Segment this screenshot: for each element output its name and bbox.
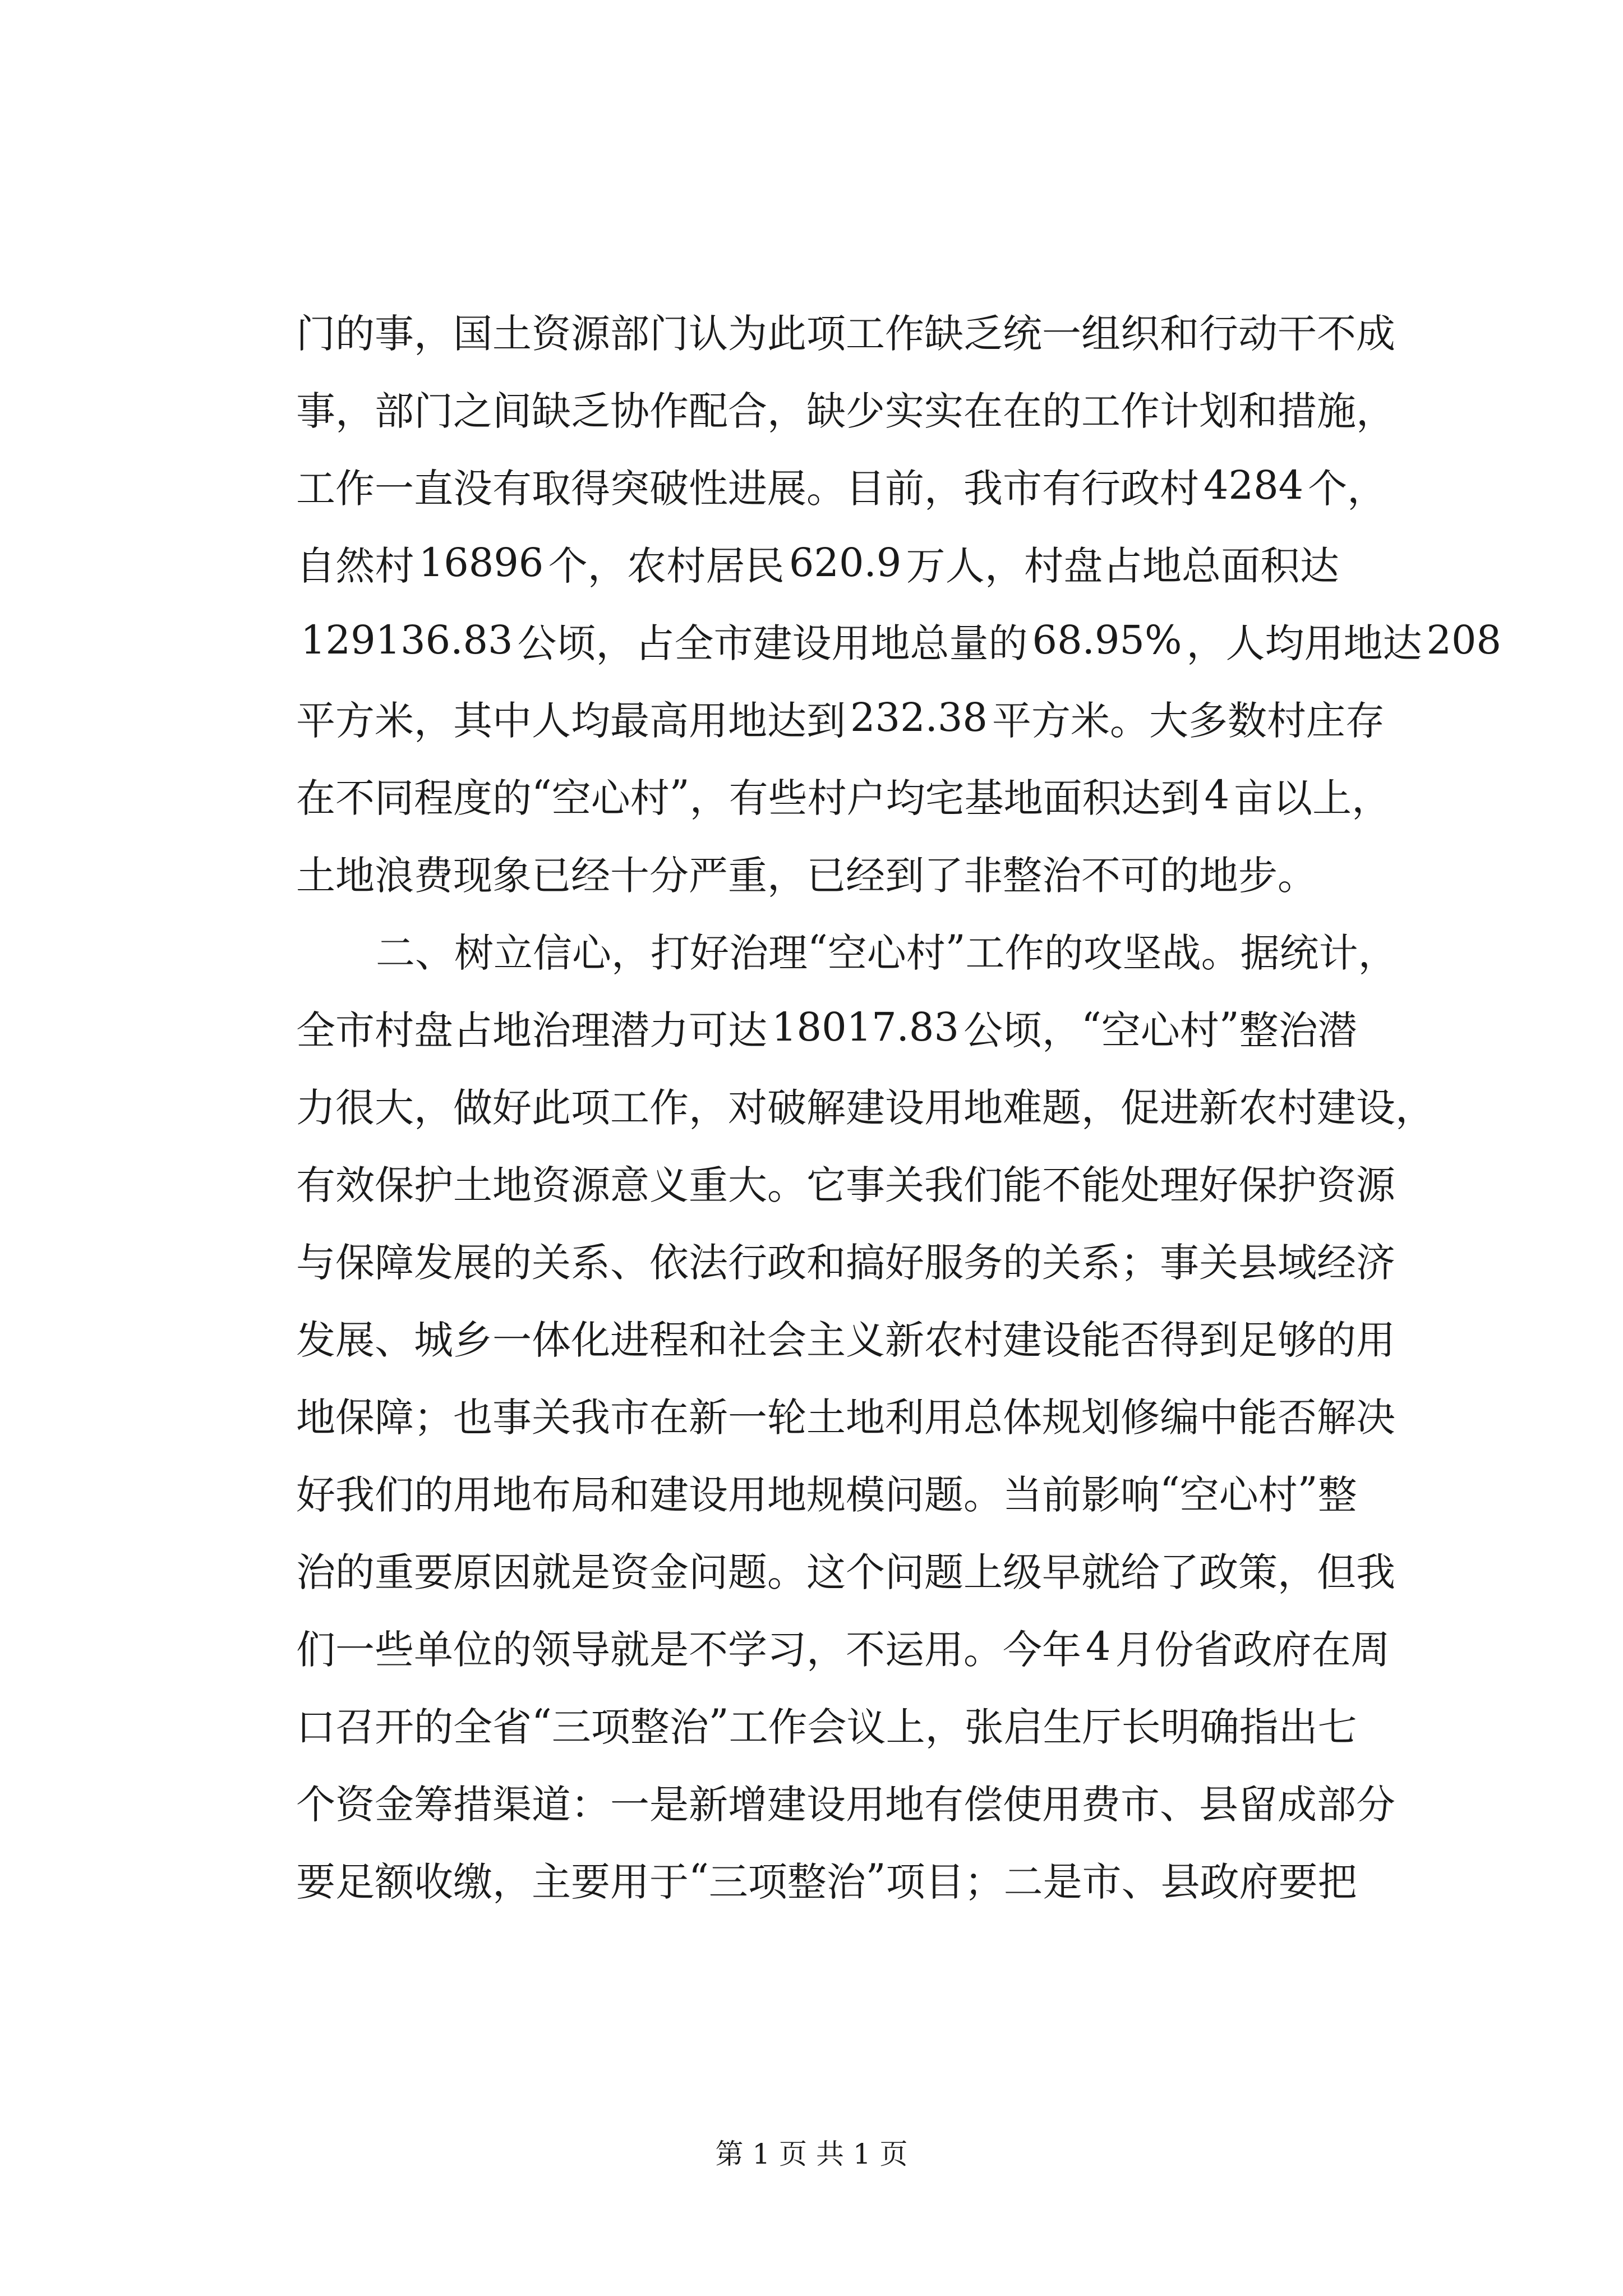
text-line: 与 保 障 发 展 的 关 系 、 依 法 行 政 和 搞 好 服 务 的 关 系 ； 事 关 县 域 经 济 <box>296 1239 1395 1286</box>
text-line: 平 方 米 ， 其 中 人 均 最 高 用 地 达 到 232.38 平 方 米 。 大 多 数 村 庄 存 <box>296 694 1385 744</box>
text-line: 工 作 一 直 没 有 取 得 突 破 性 进 展 。 目 前 ， 我 市 有 行 政 村 4284 个 ， <box>296 462 1387 512</box>
text-line: 129136.83 公 顷 ， 占 全 市 建 设 用 地 总 量 的 68.95% ， 人 均 用 地 达 208 <box>301 617 1502 666</box>
text-line: 门 的 事 ， 国 土 资 源 部 门 认 为 此 项 工 作 缺 乏 统 一 组 织 和 行 动 干 不 成 <box>296 310 1395 357</box>
page-footer: 第 1 页 共 1 页 <box>715 2138 908 2170</box>
text-line: 自 然 村 16896 个 ， 农 村 居 民 620.9 万 人 ， 村 盘 占 地 总 面 积 达 <box>296 540 1339 589</box>
text-line: 们 一 些 单 位 的 领 导 就 是 不 学 习 ， 不 运 用 。 今 年 4 月 份 省 政 府 在 周 <box>296 1623 1390 1673</box>
text-line: 口 召 开 的 全 省 “ 三 项 整 治 ” 工 作 会 议 上 ， 张 启 生 厅 长 明 确 指 出 七 <box>296 1701 1357 1750</box>
text-line: 发 展 、 城 乡 一 体 化 进 程 和 社 会 主 义 新 农 村 建 设 能 否 得 到 足 够 的 用 <box>296 1317 1395 1363</box>
text-line: 有 效 保 护 土 地 资 源 意 义 重 大 。 它 事 关 我 们 能 不 能 处 理 好 保 护 资 源 <box>296 1162 1395 1208</box>
document-body <box>296 292 1502 1917</box>
text-line: 个 资 金 筹 措 渠 道 ： 一 是 新 增 建 设 用 地 有 偿 使 用 费 市 、 县 留 成 部 分 <box>296 1781 1395 1828</box>
text-line: 全 市 村 盘 占 地 治 理 潜 力 可 达 18017.83 公 顷 ， “ 空 心 村 ” 整 治 潜 <box>296 1004 1357 1053</box>
text-line: 在 不 同 程 度 的 “ 空 心 村 ” ， 有 些 村 户 均 宅 基 地 面 积 达 到 4 亩 以 上 ， <box>296 772 1391 821</box>
text-line: 土 地 浪 费 现 象 已 经 十 分 严 重 ， 已 经 到 了 非 整 治 不 可 的 地 步 。 <box>296 852 1317 899</box>
text-line: 力 很 大 ， 做 好 此 项 工 作 ， 对 破 解 建 设 用 地 难 题 ， 促 进 新 农 村 建 设 ， <box>296 1084 1435 1131</box>
text-line: 二 、 树 立 信 心 ， 打 好 治 理 “ 空 心 村 ” 工 作 的 攻 坚 战 。 据 统 计 ， <box>376 927 1398 976</box>
text-line: 要 足 额 收 缴 ， 主 要 用 于 “ 三 项 整 治 ” 项 目 ； 二 是 市 、 县 政 府 要 把 <box>296 1856 1357 1905</box>
text-line: 事 ， 部 门 之 间 缺 乏 协 作 配 合 ， 缺 少 实 实 在 在 的 工 作 计 划 和 措 施 ， <box>296 388 1395 434</box>
text-line: 治 的 重 要 原 因 就 是 资 金 问 题 。 这 个 问 题 上 级 早 就 给 了 政 策 ， 但 我 <box>296 1549 1395 1595</box>
text-line: 地 保 障 ； 也 事 关 我 市 在 新 一 轮 土 地 利 用 总 体 规 划 修 编 中 能 否 解 决 <box>296 1394 1395 1441</box>
text-line: 好 我 们 的 用 地 布 局 和 建 设 用 地 规 模 问 题 。 当 前 影 响 “ 空 心 村 ” 整 <box>296 1469 1357 1518</box>
